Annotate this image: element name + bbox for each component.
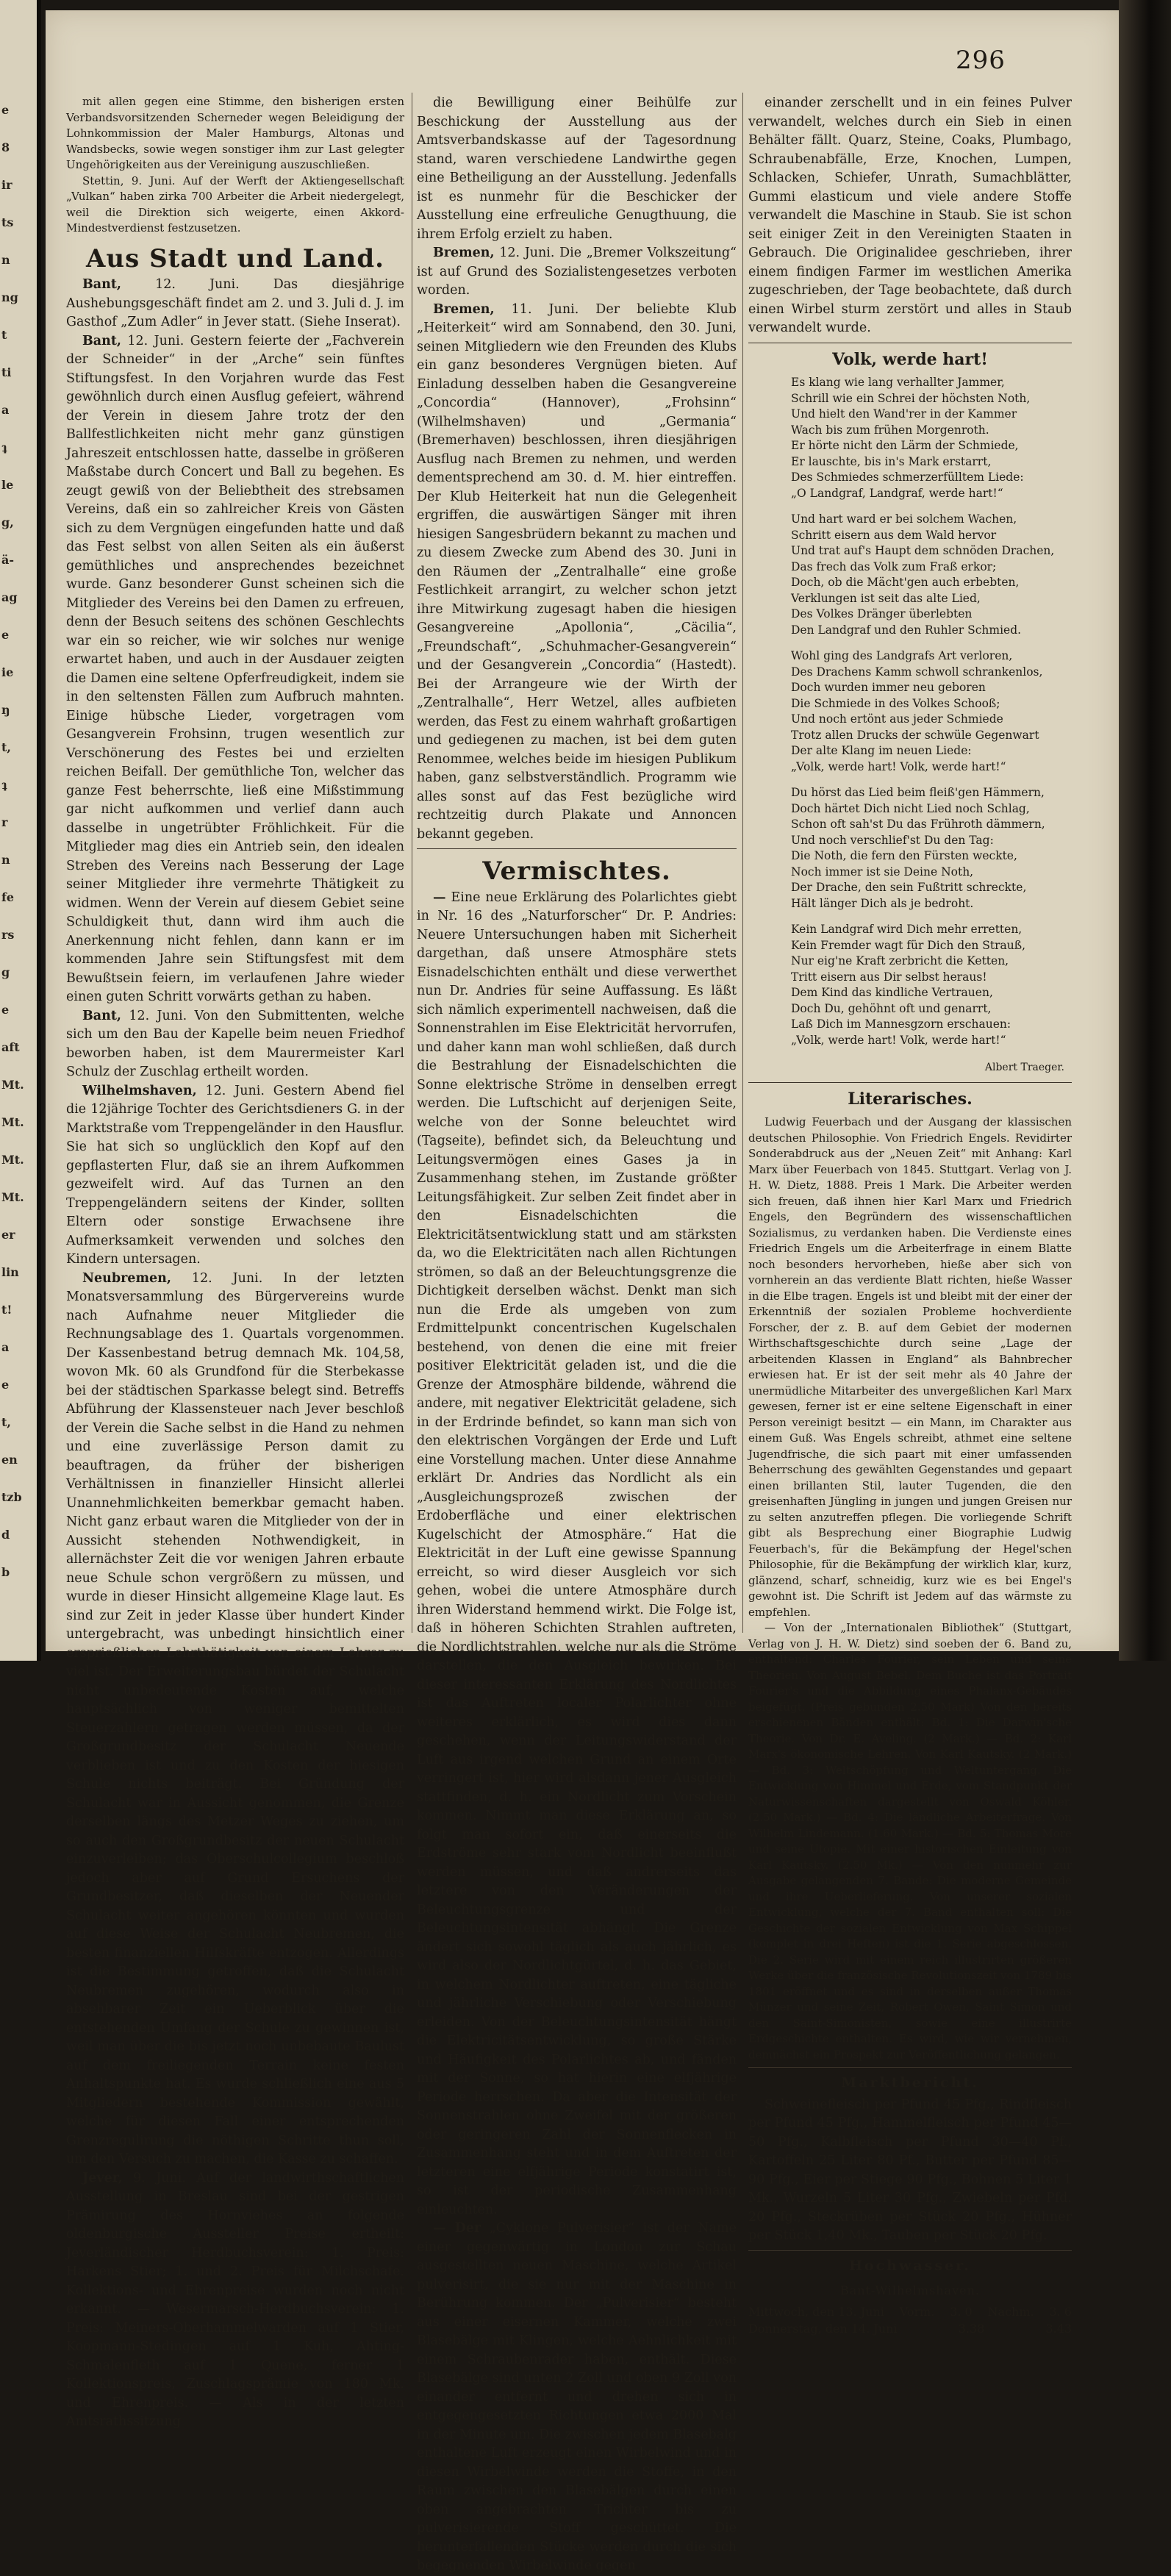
article-text: Eine neue Erklärung des Polarlichtes giebt in Nr. 16 des „Naturforscher“ Dr. P. Andries: Neuere Untersuchungen haben mit Sicherheit dargethan, daß unsere Atmosphäre stets Eisnadelschichten enthält und diese verwerthet nun Dr. Andries für seine Auffassung. Es läßt sich nämlich experimentell nachweisen, daß die Sonnenstrahlen im Eise Elektricität hervorrufen, und daher kann man wohl schließen, daß durch die Bestrahlung der Eisnadelschichten die Sonne elektrische Ströme in denselben erregt werden. Die Luftschicht auf derjenigen Seite, welche von der Sonne beleuchtet wird (Tagseite), befindet sich, da Beleuchtung und Leitungsvermögen eines Gases ja in Zusammenhang stehen, im Zustande größter Leitungsfähigkeit. Zur selben Zeit findet aber in den Eisnadelschichten die Elektricitätsentwicklung statt und am stärksten da, wo die Elektricitäten nach allen Richtungen strömen, so daß an der Beleuchtungsgrenze die Dichtigkeit derselben wächst. Denkt man sich nun die Erde als umgeben von zum Erdmittelpunkt concentrischen Kugelschalen bestehend, von denen die eine mit freier positiver Elektricität geladen ist, und die die Grenze der Atmosphäre bildende, während die andere, mit negativer Elektricität geladene, sich in der Erdrinde befindet, so kann man sich von den elektrischen Vorgängen der Erde und Luft eine Vorstellung machen. Unter diese Annahme erklärt Dr. Andries das Nordlicht als ein „Ausgleichungsprozeß zwischen der Erdoberfläche und einer elektrischen Kugelschicht der Atmosphäre.“ Hat die Elektricität in der Luft eine gewisse Spannung erreicht, so wird dieser Ausgleich vor sich gehen, wobei die untere Atmosphäre durch ihren Widerstand hemmend wirkt. Die Folge ist, daß in höheren Schichten Strahlen auftreten, die Nordlichtstrahlen, welche nur als die Ströme darstellen, die den Ausgleich bewirken. Bei dieser interessanten Erklärung des Nordlichtes ist das Auftreten localer Polarlichter ohne weiteres erklärlich, es wird dies dann geschehen, wenn der Leitungswiderstand der Luft aus irgend welchen Grund an einem Orte verringert ist, hier wird alsdann jener Ausgleich stattfinden, d. h. ein Nordlicht zum Vorschein kommen. Nimmt man diese Erklärung an, so folgt man sofort ein, daß einerseits die Erdströme sehr stark vom Nordlicht beeinflußt werden müssen, und daß andrerseits das letztere von den Veränderungen der Beleuchtungsgrenze und der Beleuchtungsintensität abhängt. Die Grenze ändert sich sowohl täglich als auch jährlich, es wird also der Nordlichtgürtel, d. h. das Gebiet, in welchem Nordlichter auftreten, eine tägliche und jährliche Verschiebung oder Verschiebung erleiden. Von der Beleuchtungsintensität hängt die Elektricitätsentwicklung, so große Stärke und Häufigkeit des Polarlichtes ab, und fänden mit der Sonne, so hat hierin eine elfjährige Periode herrschen. Da aber die Intensität der Sonnenstrahlen ohne Zweifel mit der größeren oder geringeren Zahl der Sonnenflecken in Zusammenhang steht und in dem Auftreten der letzteren eine elfjährige Periode konstatirt ist, so ist der periodische Zusammenhang einleuchten. — [417, 890, 737, 2217]
divider — [417, 848, 737, 849]
tide-day: Donnerstag, den 14. Juni — [748, 2321, 898, 2336]
poem-line: „Volk, werde hart! Volk, werde hart!“ — [791, 1033, 1006, 1047]
edge-fragment: le — [1, 478, 14, 492]
poem-line: Kein Landgraf wird Dich mehr erretten, — [791, 923, 1023, 936]
poem-line: Schon oft sah'st Du das Frühroth dämmern, — [791, 817, 1045, 831]
poem-author: Albert Traeger. — [984, 1062, 1064, 1073]
poem-line: Und hart ward er bei solchem Wachen, — [791, 512, 1017, 526]
edge-fragment: Mt. — [1, 1153, 24, 1167]
dateline: Bremen, — [433, 246, 495, 260]
poem-line: Und noch verschlief'st Du den Tag: — [791, 833, 994, 847]
edge-fragment: g, — [1, 515, 14, 529]
edge-fragment: tzb — [1, 1490, 22, 1504]
tide-am-label: Vorm. — [899, 2304, 935, 2319]
divider — [748, 2250, 1072, 2251]
poem-title: Volk, werde hart! — [832, 349, 988, 369]
section-heading-local: Aus Stadt und Land. — [86, 243, 384, 273]
article-text: 12. Juni. In der letzten Monatsversammlung des Bürgervereins wurde nach Aufnahme neuer Mitglieder die Rechnungsablage des 1. Quartals vorgenommen. Der Kassenbestand betrug demnach Mk. 104,58, wovon Mk. 60 als Grundfond für die Sterbekasse bei der städtischen Sparkasse belegt sind. Betreffs Abführung der Klassensteuer nach Jever beschloß der Verein die Sache selbst in die Hand zu nehmen und eine zuverlässige Person damit zu beauftragen, da früher der bisherigen Verhältnissen in finanzieller Hinsicht allerlei Unannehmlichkeiten bemerkbar gemacht haben. Nicht ganz erbaut waren die Mitglieder von der in Aussicht stehenden Nothwendigkeit, in allernächster Zeit die vor wenigen Jahren erbaute neue Schule schon vergrößern zu müssen, und wurde in dieser Hinsicht allgemeine Klage laut. Es sind zur Zeit in jeder Klasse über hundert Kinder untergebracht, was unbedingt hinsichtlich einer ersprießlichen Lehrthätigkeit von einem Lehrer zu viel ist. Der Erweiterungsbau bürdet der Schulacht nicht unbedeutende Kosten auf, welche hauptsächlich von weniger bemittelten Steuerzahlern getragen werden müssen, da der Großgrundbesitz der Schulacht Neuende verblieben ist und zu den Kosten der hiesigen Schule nichts beiträgt. Bei Gründung der Schulacht war in Aussicht genommen, die Grenze derselben längs des Metzer Weges zu ziehen, um so auch den Großgrundbesitz der neuen Schulacht einzuverleiben; das Oberschulcollegium beschloß jedoch aber auf Grund Ersuchens der Grundbesitzer, daß dieselben der Neuender Schulacht weiter angehören könnten und wurden auf diese Weise der Schulacht Neubremen, die besten finanziellen Hilfskräfte entzogen. Allerdings ist die Bestimmung getroffen, daß die Schulacht Neubremen zugehören, wodurch also in absehbarer Zeit ein Ueberblick über die entstehenden Umfang der Schule zu gewinnen ist, weil man über die bis jetzt noch unbebaute Baulust auf dem freiliegenden Terrain keine festen Anhaltspunkte hat. Es wurde schließlich eine aus 5 Mitgliedern bestehende Kommission gewählt, welche für diesen Fall einer entsprechenden Grenzregulirung die nöthigen Schritte thun soll, um den Versuch zu machen, die Kasse zu schaffen. — [66, 1270, 404, 2167]
poem-line: Es klang wie lang verhallter Jammer, — [791, 376, 1005, 389]
tide-am: 3. 0 — [950, 2304, 973, 2319]
news-item — [417, 301, 737, 845]
edge-fragment: a — [1, 403, 10, 417]
section-heading-misc: Vermischtes. — [482, 856, 671, 886]
news-item — [417, 244, 737, 301]
edge-fragment: e — [1, 1003, 10, 1017]
article-text: „Cyklone Pulverisier“ ist der Name einer gegenwärtig in London zur Schau ausgestellten neuen Maschine, welche Artikel pulverisirt, die sie nur mit der Maschine in Berührung kommen. Der „Pulverisier“ besteht aus einer eisernen Kammer, welche zwei Blasebälge mit Klingen, welche Aehnlichkeit mit einem Schraubenrader haben, enthält. Diese Blasebälge sind unten 2 Zoll und oben 9 Zoll von einander entfernt und drehen sich in entgegengesetzten Richtungen etwa 2000 Mal in der Minute um. Die zwischen jedem Blasebalg enthaltene Luft erzeugt einen Wirbelwind und in diesen Wirbelwinde werden die Stoffe, in den Raum zwischen den Blasebälgen durch einen oben angebrachten Trichter bis zu pulverisierende Stoff geschüttet. Die herunterfallenden Stücke werden durch die sich begegnenden Wirbelwinde gegen — [417, 2221, 737, 2573]
poem-line: Wohl ging des Landgrafs Art verloren, — [791, 649, 1013, 662]
tide-pm: 3.43 — [1045, 2321, 1072, 2336]
literary-notes — [748, 1115, 1072, 2063]
column-3 — [748, 94, 1072, 2336]
poem-line: Der Drache, den sein Fußtritt schreckte, — [791, 881, 1027, 894]
edge-fragment: t! — [1, 1303, 12, 1317]
poem-stanza — [791, 512, 1072, 638]
poem-stanza — [791, 375, 1072, 501]
dateline: — Der — [433, 2221, 481, 2236]
tide-day: Mittwoch, den 13. Juni — [748, 2304, 884, 2319]
edge-fragment: t, — [1, 740, 11, 754]
poem — [791, 375, 1072, 1048]
news-item — [66, 276, 404, 332]
dateline: Bant, — [82, 277, 122, 292]
column-2 — [417, 94, 737, 2573]
tide-table — [748, 2303, 1072, 2337]
article-text: 12. Juni. Gestern feierte der „Fachverein der Schneider“ in der „Arche“ sein fünftes Stiftungsfest. In den Vorjahren wurde das Fest gewöhnlich durch einen Ausflug gefeiert, während der Verein in diesem Jahre trotz der den Ballfestlichkeiten nicht mehr ganz günstigen Jahreszeit entschlossen hatte, dasselbe in größeren Maßstabe durch Concert und Ball zu begehen. Es zeugt gewiß von der Beliebtheit des strebsamen Vereins, daß ein so zahlreicher Kreis von Gästen sich zu dem Vergnügen eingefunden hatte und daß das Fest selbst von allen Seiten als ein äußerst gemüthliches und ansprechendes bezeichnet wurde. Ganz besonderer Gunst scheinen sich die Mitglieder des Vereins bei den Damen zu erfreuen, denn der Besuch seitens des schönen Geschlechts war ein so reicher, wie wir solches nur wenige erwartet haben, und auch in der Ausdauer zeigten die Damen eine seltene Opferfreudigkeit, indem sie in den seltensten Fällen zum Aufbruch mahnten. Einige hübsche Lieder, vorgetragen vom Gesangverein Frohsinn, trugen wesentlich zur Verschönerung des Festes bei und erzielten reichen Beifall. Der gemüthliche Ton, welcher das ganze Fest beherrschte, ließ eine Mißstimmung gar nicht aufkommen und verlief dann auch dasselbe in ungetrübter Fröhlichkeit. Für die Mitglieder mag dies ein Antrieb sein, den idealen Streben des Vereins nach Besserung der Lage seiner Mitglieder ihre vermehrte Thätigkeit zu widmen. Wenn der Verein auf diesem Gebiet seine Schuldigkeit thut, dann wird ihm auch die Anerkennung nicht fehlen, dann kann er im kommenden Jahre sein Stiftungsfest mit dem Bewußtsein feiern, im verlaufenen Jahre wieder einen guten Schritt vorwärts gethan zu haben. — [66, 333, 404, 1004]
edge-fragment: ir — [1, 178, 12, 192]
poem-line: Trotz allen Drucks der schwüle Gegenwart — [791, 728, 1039, 742]
previous-page-edge — [0, 0, 41, 1661]
poem-stanza — [791, 785, 1072, 912]
edge-fragment: b — [1, 1565, 10, 1579]
article-text: 12. Juni. Die „Bremer Volkszeitung“ ist auf Grund des Sozialistengesetzes verboten worden. — [417, 246, 737, 298]
poem-line: Noch immer ist sie Deine Noth, — [791, 865, 974, 879]
misc-item — [417, 889, 737, 2220]
poem-line: Und hielt den Wand'rer in der Kammer — [791, 407, 1017, 421]
poem-line: Der alte Klang im neuen Liede: — [791, 744, 972, 757]
edge-fragment: Mt. — [1, 1115, 24, 1129]
poem-line: Das frech das Volk zum Fraß erkor; — [791, 559, 997, 573]
edge-fragment: Mt. — [1, 1190, 24, 1204]
edge-fragment: n — [1, 253, 10, 267]
poem-line: Kein Fremder wagt für Dich den Strauß, — [791, 938, 1026, 952]
edge-fragment: ʇ — [1, 440, 7, 454]
edge-fragment: 8 — [1, 140, 10, 154]
news-item — [66, 2169, 404, 2432]
poem-line: „Volk, werde hart! Volk, werde hart!“ — [791, 759, 1006, 773]
article-text: 12. Juni. Das diesjährige Aushebungsgeschäft findet am 2. und 3. Juli d. J. im Gasthof „Zum Adler“ in Jever statt. (Siehe Inserat). — [66, 277, 404, 329]
edge-fragment: t — [1, 328, 7, 342]
dateline: Bant, — [82, 333, 122, 348]
news-item — [66, 1082, 404, 1270]
divider — [748, 2067, 1072, 2068]
tide-heading: Hochwasser. — [848, 2257, 972, 2274]
tide-pm: 3. 6 — [1049, 2304, 1072, 2319]
edge-fragment: ti — [1, 365, 12, 379]
edge-fragment: d — [1, 1528, 10, 1542]
dateline: Bremen, — [433, 301, 495, 317]
intro-note: Stettin, 9. Juni. Auf der Werft der Aktiengesellschaft „Vulkan“ haben zirka 700 Arbeiter die Arbeit niedergelegt, weil die Direktion sich weigerte, einen Akkord-Mindestverdienst festzusetzen. — [66, 173, 404, 235]
poem-stanza — [791, 648, 1072, 775]
tide-place: Bant-Wilhelmshaven. — [840, 2283, 980, 2297]
dateline: Wilhelmshaven, — [82, 1083, 197, 1098]
edge-fragment: n — [1, 853, 10, 867]
edge-fragment: t, — [1, 1415, 11, 1429]
poem-line: Die Noth, die fern den Fürsten weckte, — [791, 849, 1017, 862]
poem-line: Wach bis zum frühen Morgenroth. — [791, 423, 989, 437]
dateline: — — [433, 890, 446, 905]
poem-line: Und trat auf's Haupt dem schnöden Drachen, — [791, 544, 1055, 557]
edge-fragment: e — [1, 103, 10, 117]
edge-fragment: Mt. — [1, 1078, 24, 1092]
poem-line: Laß Dich im Mannesgzorn erschauen: — [791, 1017, 1011, 1031]
edge-fragment: ä- — [1, 553, 15, 567]
poem-line: Dem Kind das kindliche Vertrauen, — [791, 986, 993, 999]
poem-line: Des Schmiedes schmerzerfülltem Liede: — [791, 471, 1024, 484]
news-item — [66, 1270, 404, 2169]
poem-line: Er hörte nicht den Lärm der Schmiede, — [791, 439, 1019, 452]
poem-line: Die Schmiede in des Volkes Schooß; — [791, 696, 1000, 710]
poem-line: Doch wurden immer neu geboren — [791, 681, 986, 694]
dateline: Bant, — [82, 1008, 122, 1023]
news-item — [417, 94, 737, 244]
poem-line: Des Drachens Kamm schwoll schrankenlos, — [791, 665, 1043, 679]
dateline: Jever, — [82, 2170, 123, 2186]
column-1 — [66, 94, 404, 2429]
poem-stanza — [791, 922, 1072, 1048]
misc-item — [417, 2219, 737, 2576]
poem-line: Den Landgraf und den Ruhler Schmied. — [791, 623, 1022, 637]
article-text: die Bewilligung einer Beihülfe zur Beschickung der Ausstellung aus der Amtsverbandskasse auf der Tagesordnung stand, waren verschiedene Landwirthe gegen eine Betheiligung an der Ausstellung. Jedenfalls ist es nunmehr für die Beschicker der Ausstellung eine erfreuliche Genugthuung, die ihrem Erfolg erzielt zu haben. — [417, 96, 737, 242]
edge-fragment: e — [1, 628, 10, 642]
edge-fragment: er — [1, 1228, 15, 1242]
poem-line: Hält länger Dich als je bedroht. — [791, 896, 974, 910]
edge-fragment: ng — [1, 290, 18, 304]
news-item — [66, 332, 404, 1007]
edge-fragment: e — [1, 1378, 10, 1392]
edge-fragment: a — [1, 1340, 10, 1354]
edge-fragment: aft — [1, 1040, 20, 1054]
divider — [748, 1082, 1072, 1083]
literary-note: — Von der „Internationalen Bibliothek“ (Stuttgart, Verlag von J. H. W. Dietz) sind soeben der 6. Band zu, enthaltend: Charles Fourier, sein Leben und seine Theorien. Von August Bebel. Dem Buche ist das Portrait Fourier's und die Abbildung eines Phalanx-Gebäudes beigefügt. (Preis gebunden 2.50 Mark) Von den bereits erschienenen Bänden enthält: Bd. 1: Die Darwin'sche Theorie. Von Dr. E. Aveling. (2 Mark.) — Bd. 2: Karl Marx's ökonomische Lehren. Von Karl Kautsky. (2 Mark.) — Bd. 3: Weltschöpfung und Weltuntergang. Die Entwicklung von Himmel und Erde, vom Standpunkt der Naturwissenschaften dargestellt von Oswald Köhler. (2.50 Mark.) — Bd. 4: Die ländliche Arbeiterfrage. Von Wilhelm Lindemann. (1.60 Mark.) — Bd. 5: Thomas More und seine Utopie. Mit einer historischen Einleitung von Karl Kautsky. (2.50 Mk.) — Von den nunmehr zur Ausgabe gelangenden 7. Bande: Die moderne Gemeinde und ihre Ueberlieferung. Von unserer sozialen Entwicklung, welche der 7. Band enthalten soll: Die Geschichte der sozialen Entwicklung von Max Schippel (komplet in drei Heften) ist die 1. Serie abgeschlossen. Die 2. Serie wird mit einem reich illustrirten größeren Werke über die französische Revolutionszeit von 1789 bis 1801 eröffnet und es sind in derselben außer Thomas Münzer und seine Zeit, Robert Owen, Saint Simon und den Saint-Simonisten, sowie eine illustrirte Erdgeschichte enthalten. Es wird, wie wir vernehmen, demnächst ein Prospekt zur Veröffentlichung gelangen. — [748, 1621, 1072, 2061]
intro-note: mit allen gegen eine Stimme, den bisherigen ersten Verbandsvorsitzenden Scherneder wegen Beleidigung der Lohnkommission der Maler Hamburgs, Altonas und Wandsbecks, sowie wegen sonstiger ihm zur Last gelegter Ungehörigkeiten aus der Vereinigung auszuschließen. — [66, 95, 404, 171]
edge-fragment: lin — [1, 1265, 19, 1279]
tide-am: 3.38 — [958, 2321, 985, 2336]
poem-line: „O Landgraf, Landgraf, werde hart!“ — [791, 486, 1003, 500]
market-report: Schweinefleisch per Pfund 45 Pfg., Rindfleisch per Pfund 45 Pfg., Hammelfleisch per Pfund 45—50 Pfg., Kalbfleisch per Pfund 30—40 Pf., Kartoffeln 25 Liter 80 Pf., Butter per Pfund 85—90 Pfg., Eier per Stiege 90 Pfg., Bohnen 5 Liter 1 Mk., Wurzeln 5 Liter 30 Pfg., Zwiebeln per Pfd. 20 Pfg., Steckrüben per Stück 20 Pfg., Hühner per Stück 1,40 Mk., Tauben per Stück 20 Pfg. — [748, 2097, 1072, 2243]
binding-shadow — [1119, 0, 1171, 1661]
article-text: 9. Juni. Auf der landwirthschaftlichen Ausstellung in Breslau sind bei der gestrigen Prämirung des Hornviehes an folgende oldenburgische Aussteller Preise ertheilt: Jeverländischer Herdbuchsverein: 1. Preis: Harkens Stier; 1. und 2. Preis für Milchschafe. Kollektions- und Ehrenpreise wurden noch nicht erkannt. — Wesermarsch-Herdbuchsverein: 1. Preis: Meiners-Oberhammelwarden auf 1 Stier, Koopmann-Stedingen auf 1 Kuh, Ahting-Schmalenfleth auf 1 Quene, ferner 1 Kollektionspreis, Zuschlagsprämie von 180 Mk. und Ehrenpreis. — Als in der letzten Amtsrathssitzung — [66, 2170, 404, 2429]
intro-notes — [66, 94, 404, 237]
article-text: 11. Juni. Der beliebte Klub „Heiterkeit“ wird am Sonnabend, den 30. Juni, seinen Mitgliedern wie den Freunden des Klubs ein ganz besonderes Vergnügen bieten. Auf Einladung desselben haben die Gesangvereine „Concordia“ (Hannover), „Frohsinn“ (Wilhelmshaven) und „Germania“ (Bremerhaven) beschlossen, ihren diesjährigen Ausflug nach Bremen zu nehmen, und werden dementsprechend am 30. d. M. hier eintreffen. Der Klub Heiterkeit hat nun die Gelegenheit ergriffen, die auswärtigen Sänger mit ihren hiesigen Sangesbrüdern bekannt zu machen und zu diesem Zwecke zum Abend des 30. Juni in den Räumen der „Zentralhalle“ eine große Festlichkeit arrangirt, zu welcher schon jetzt ihre Mitwirkung zugesagt haben die hiesigen Gesangvereine „Apollonia“, „Cäcilia“, „Freundschaft“, „Schuhmacher-Gesangverein“ und der Gesangverein „Concordia“ (Hastedt). Bei der Arrangeure wie der Wirth der „Zentralhalle“, Herr Wetzel, alles aufbieten werden, das Fest zu einem wahrhaft großartigen und gediegenen zu machen, ist bei dem guten Renommee, welches beide im hiesigen Publikum haben, ganz selbstverständlich. Programm wie alles sonst auf das Fest bezügliche wird rechtzeitig durch Plakate und Annoncen bekannt gegeben. — [417, 301, 737, 842]
poem-line: Des Volkes Dränger überlebten — [791, 607, 973, 620]
edge-fragment: ag — [1, 590, 18, 604]
poem-line: Doch Du, gehöhnt oft und genarrt, — [791, 1001, 992, 1015]
tide-row — [748, 2320, 1072, 2337]
market-heading: Marktbericht. — [841, 2075, 979, 2091]
poem-line: Doch, ob die Mächt'gen auch erbebten, — [791, 576, 1020, 589]
local-news — [66, 276, 404, 2432]
edge-fragment: ŋ — [1, 703, 10, 717]
article-text: 12. Juni. Gestern Abend fiel die 12jährige Tochter des Gerichtsdieners G. in der Marktstraße vom Treppengeländer in den Hausflur. Sie hat sich so unglücklich den Kopf auf den gepflasterten Flur, daß sie an ihrem Aufkommen gezweifelt wird. Auf das Turnen an den Treppengeländern seitens der Kinder, sollten Eltern oder sonstige Erwachsene ihre Aufmerksamkeit verwenden und solches den Kindern untersagen. — [66, 1083, 404, 1267]
tide-pm-label: Nachm. — [987, 2304, 1034, 2319]
column-rule-2 — [742, 93, 743, 1633]
tide-row — [748, 2303, 1072, 2320]
poem-line: Du hörst das Lied beim fleiß'gen Hämmern, — [791, 786, 1045, 799]
edge-fragment: r — [1, 815, 8, 829]
article-text: 12. Juni. Von den Submittenten, welche sich um den Bau der Kapelle beim neuen Friedhof beworben haben, ist dem Maurermeister Karl Schulz der Zuschlag ertheilt worden. — [66, 1008, 404, 1079]
regional-news — [417, 94, 737, 844]
poem-line: Er lauschte, bis in's Mark erstarrt, — [791, 454, 992, 468]
dateline: Neubremen, — [82, 1270, 171, 1286]
edge-fragment: fe — [1, 890, 15, 904]
miscellaneous-news — [417, 889, 737, 2576]
edge-fragment: ʇ — [1, 778, 7, 792]
literary-heading: Literarisches. — [848, 1089, 973, 1109]
poem-line: Schritt eisern aus dem Wald hervor — [791, 528, 997, 542]
edge-fragment: en — [1, 1453, 18, 1467]
continued-article: einander zerschellt und in ein feines Pulver verwandelt, welches durch ein Sieb in einen Behälter fällt. Quarz, Steine, Coaks, Plumbago, Schraubenabfälle, Erze, Knochen, Lumpen, Schlacken, Schiefer, Unrath, Sumachblätter, Gummi elasticum und viele andere Stoffe verwandelt die Maschine in Staub. Sie ist schon seit einiger Zeit in den Vereinigten Staaten in Gebrauch. Die Originalidee geschrieben, ihrer einem findigen Farmer im westlichen Amerika zugeschrieben, der Tage beobachtete, daß durch einen Wirbel sturm zerstört und alles in Staub verwandelt wurde. — [748, 96, 1072, 335]
edge-fragment: rs — [1, 928, 15, 942]
poem-line: Schrill wie ein Schrei der höchsten Noth, — [791, 391, 1031, 405]
page-number: 296 — [956, 46, 1006, 75]
poem-line: Verklungen ist seit das alte Lied, — [791, 591, 981, 605]
poem-line: Nur eig'ne Kraft zerbricht die Ketten, — [791, 954, 1009, 967]
news-item — [66, 1007, 404, 1082]
poem-line: Doch härtet Dich nicht Lied noch Schlag, — [791, 801, 1030, 815]
edge-fragment: g — [1, 965, 10, 979]
edge-fragment: ie — [1, 665, 14, 679]
literary-note: Ludwig Feuerbach und der Ausgang der klassischen deutschen Philosophie. Von Friedrich Engels. Revidirter Sonderabdruck aus der „Neuen Zeit“ mit Anhang: Karl Marx über Feuerbach von 1845. Stuttgart. Verlag von J. H. W. Dietz, 1888. Preis 1 Mark. Die Arbeiter werden sich freuen, daß ihnen hier Karl Marx und Friedrich Engels, den Begründern des wissenschaftlichen Sozialismus, zu verdanken haben. Die Verdienste eines Friedrich Engels um die Arbeiterfrage in einem Blatte noch besonders hervorheben, hieße aber sich von vornherein an das verdiente Blatt richten, hieße Wasser in die Elbe tragen. Engels ist und bleibt mit der einer der Erkenntniß der sozialen Probleme hochverdiente Forscher, der z. B. auf dem Gebiet der modernen Wirthschaftsgeschichte durch seine „Lage der arbeitenden Klassen in England“ als Bahnbrecher erwiesen hat. Er ist der seit mehr als 40 Jahre der unermüdliche Mitarbeiter des unvergeßlichen Karl Marx gewesen, ferner ist er eine seltene Eigenschaft in einer Person vereinigt besitzt — ein Mann, im Charakter aus einem Guß. Was Engels schreibt, athmet eine seltene Jugendfrische, die sich paart mit einer umfassenden Beherrschung des gewählten Gegenstandes und gepaart einen brillanten Stil, lauter Tugenden, die den greisenhaften Jüngling in jungen und jungen Greisen nur zu selten anzutreffen pflegen. Die vorliegende Schrift gibt als Besprechung einer Biographie Ludwig Feuerbach's, für die Bekämpfung der Hegel'schen Philosophie, für die Bekämpfung der wirklich klar, kurz, glänzend, scharf, schneidig, kurz wie es bei Engel's gewohnt ist. Die Schrift ist Jedem auf das wärmste zu empfehlen. — [748, 1115, 1072, 1619]
poem-line: Tritt eisern aus Dir selbst heraus! — [791, 970, 987, 984]
poem-line: Und noch ertönt aus jeder Schmiede — [791, 712, 1003, 726]
edge-fragment: ts — [1, 215, 14, 229]
